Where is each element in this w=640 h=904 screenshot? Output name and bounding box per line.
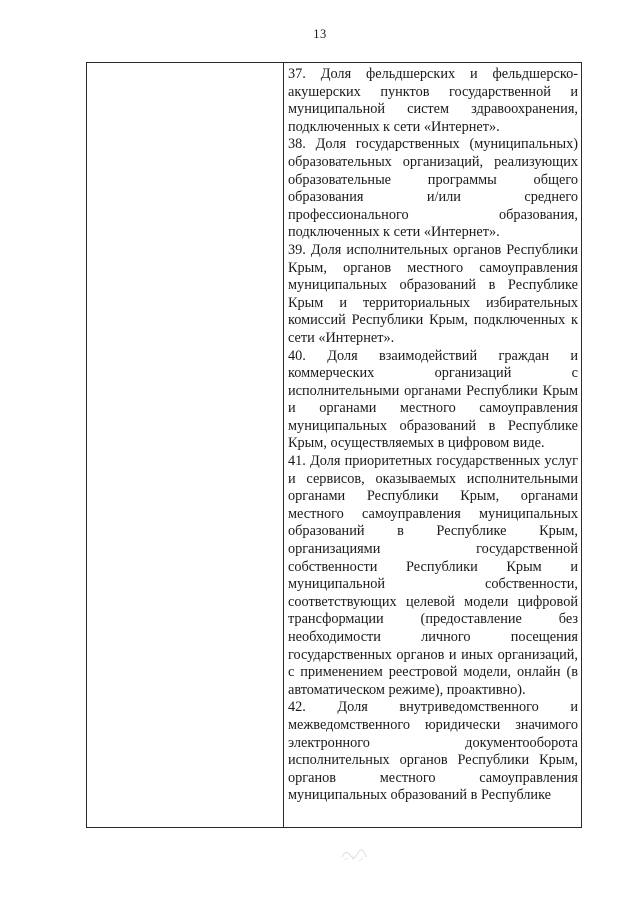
table-right-cell bbox=[288, 66, 578, 805]
indicator-item-38: 38. Доля государственных (муниципальных) образовательных организаций, реализующих образовательные программы общего образования и/или среднего профессионального образования, подключенных к сети «Интернет». bbox=[288, 136, 578, 241]
indicator-item-37: 37. Доля фельдшерских и фельдшерско-акушерских пунктов государственной и муниципальной систем здравоохранения, подключенных к сети «Интернет». bbox=[288, 66, 578, 135]
column-divider bbox=[283, 63, 284, 827]
indicator-item-42: 42. Доля внутриведомственного и межведомственного юридически значимого электронного документооборота исполнительных органов Республики Крым, органов местного самоуправления муниципальных образований в Республике bbox=[288, 699, 578, 804]
indicator-item-40: 40. Доля взаимодействий граждан и коммерческих организаций с исполнительными органами Республики Крым и органами местного самоуправления муниципальных образований в Республике Крым, осуществляемых в цифровом виде. bbox=[288, 347, 578, 452]
indicator-item-39: 39. Доля исполнительных органов Республики Крым, органов местного самоуправления муниципальных образований в Республике Крым и территориальных избирательных комиссий Республики Крым, подключенных к сети «Интернет». bbox=[288, 241, 578, 346]
document-table bbox=[86, 62, 582, 828]
table-left-cell bbox=[87, 63, 283, 827]
indicator-item-41: 41. Доля приоритетных государственных услуг и сервисов, оказываемых исполнительными органами Республики Крым, органами местного самоуправления муниципальных образований в Республике Крым, организациями государственной собственности Республики Крым и муниципальной собственности, соответствующих целевой модели цифровой трансформации (предоставление без необходимости личного посещения государственных органов и иных организаций, с применением реестровой модели, онлайн (в автоматическом режиме), проактивно). bbox=[288, 453, 578, 698]
scan-artifact bbox=[340, 845, 368, 863]
page-number: 13 bbox=[313, 27, 327, 41]
